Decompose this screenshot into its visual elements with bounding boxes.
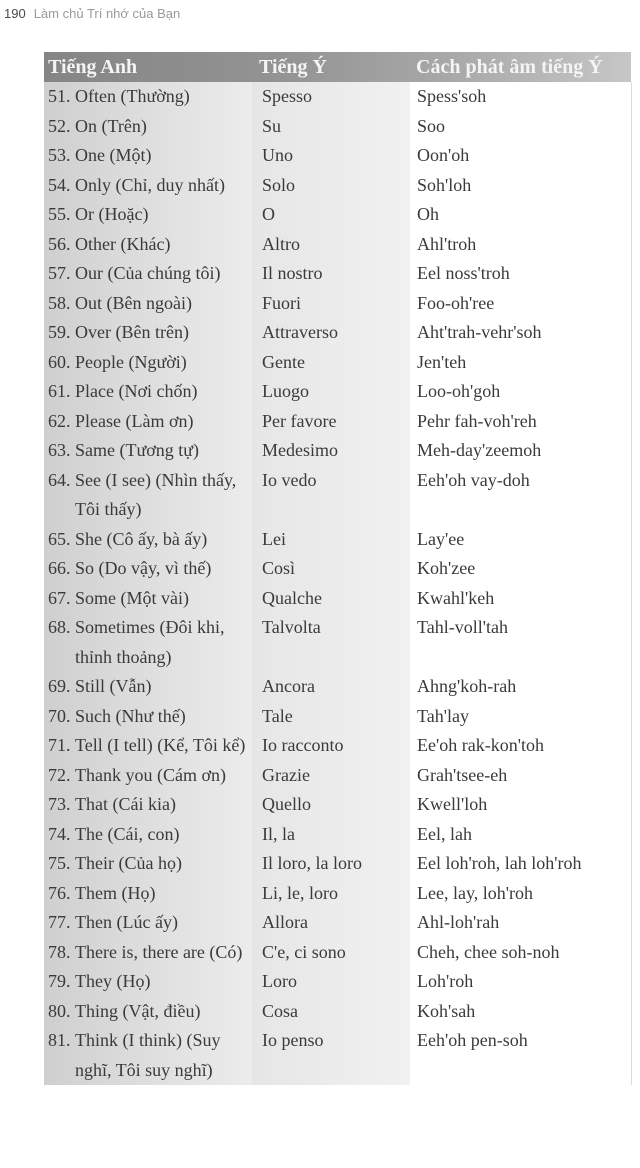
table-header: [44, 52, 631, 82]
table-row: [44, 1026, 631, 1085]
italian-pronunciation: Ee'oh rak-kon'toh: [417, 735, 544, 755]
column-header-english: Tiếng Anh: [48, 56, 138, 78]
english-word: One (Một): [75, 145, 152, 165]
table-row: [44, 230, 631, 260]
english-cell: [44, 908, 252, 938]
italian-word: Grazie: [262, 764, 310, 785]
row-number: 73.: [48, 794, 71, 814]
row-number: 79.: [48, 971, 71, 991]
table-row: [44, 613, 631, 672]
italian-word: Lei: [262, 528, 286, 549]
row-number: 70.: [48, 705, 71, 726]
italian-word: Su: [262, 115, 282, 136]
table-row: [44, 259, 631, 289]
table-row: [44, 731, 631, 761]
row-number: 77.: [48, 912, 71, 932]
row-number: 63.: [48, 440, 71, 460]
table-row: [44, 997, 631, 1027]
english-word: On (Trên): [75, 115, 147, 136]
table-row: [44, 436, 631, 466]
italian-word: Uno: [262, 145, 293, 165]
table-row: [44, 879, 631, 909]
table-row: [44, 407, 631, 437]
english-cell: [44, 525, 252, 555]
english-cell: [44, 407, 252, 437]
italian-word: Loro: [262, 971, 297, 991]
table-row: [44, 318, 631, 348]
italian-pronunciation: Grah'tsee-eh: [417, 764, 508, 785]
italian-word: Cosa: [262, 1000, 298, 1021]
row-number: 72.: [48, 764, 71, 785]
italian-pronunciation: Ahl-loh'rah: [417, 912, 500, 932]
italian-word: Li, le, loro: [262, 882, 338, 903]
italian-pronunciation: Foo-oh'ree: [417, 292, 495, 313]
table-row: [44, 967, 631, 997]
english-cell: [44, 171, 252, 201]
english-word: Them (Họ): [75, 882, 156, 903]
english-cell: [44, 584, 252, 614]
italian-pronunciation: Koh'zee: [417, 558, 476, 578]
english-word: Only (Chỉ, duy nhất): [75, 174, 225, 195]
row-number: 66.: [48, 558, 71, 578]
italian-pronunciation: Cheh, chee soh-noh: [417, 941, 560, 962]
italian-pronunciation: Pehr fah-voh'reh: [417, 410, 537, 431]
italian-pronunciation: Eel, lah: [417, 823, 472, 844]
english-cell: [44, 318, 252, 348]
english-cell: [44, 672, 252, 702]
row-number: 62.: [48, 410, 71, 431]
english-word: People (Người): [75, 351, 187, 372]
italian-word: Io racconto: [262, 735, 344, 755]
english-word: Other (Khác): [75, 233, 171, 254]
italian-pronunciation: Kwell'loh: [417, 794, 488, 814]
english-cell: [44, 289, 252, 319]
italian-pronunciation: Eeh'oh pen-soh: [417, 1030, 528, 1050]
italian-word: Così: [262, 558, 296, 578]
row-number: 60.: [48, 351, 71, 372]
italian-word: Allora: [262, 912, 308, 932]
english-cell: [44, 259, 252, 289]
italian-pronunciation: Soo: [417, 115, 446, 136]
english-word: Place (Nơi chốn): [75, 381, 198, 401]
table-row: [44, 849, 631, 879]
english-cell: [44, 761, 252, 791]
italian-word: Il nostro: [262, 263, 323, 283]
english-cell: [44, 613, 252, 672]
english-word: Please (Làm ơn): [75, 410, 194, 431]
table-row: [44, 790, 631, 820]
english-word: Their (Của họ): [75, 853, 182, 873]
column-header-pronunciation: Cách phát âm tiếng Ý: [416, 56, 603, 78]
italian-pronunciation: Loo-oh'goh: [417, 381, 501, 401]
row-number: 64.: [48, 469, 71, 490]
italian-word: Solo: [262, 174, 296, 195]
english-cell: [44, 849, 252, 879]
english-cell: [44, 731, 252, 761]
english-cell: [44, 554, 252, 584]
english-word: Thank you (Cám ơn): [75, 764, 226, 785]
row-number: 80.: [48, 1000, 71, 1021]
english-word: That (Cái kia): [75, 794, 176, 814]
english-cell: [44, 967, 252, 997]
row-number: 59.: [48, 322, 71, 342]
english-word: Thing (Vật, điều): [75, 1000, 201, 1021]
english-cell: [44, 820, 252, 850]
row-number: 56.: [48, 233, 71, 254]
row-number: 52.: [48, 115, 71, 136]
italian-word: Per favore: [262, 410, 337, 431]
italian-word: Quello: [262, 794, 311, 814]
english-cell: [44, 938, 252, 968]
row-number: 57.: [48, 263, 71, 283]
italian-word: O: [262, 204, 275, 224]
table-row: [44, 554, 631, 584]
table-row: [44, 525, 631, 555]
english-cell: [44, 1026, 252, 1085]
italian-word: Tale: [262, 705, 293, 726]
row-number: 51.: [48, 86, 71, 106]
english-word: So (Do vậy, vì thế): [75, 558, 212, 578]
english-word: Then (Lúc ấy): [75, 912, 178, 932]
table-row: [44, 289, 631, 319]
row-number: 69.: [48, 676, 71, 696]
italian-pronunciation: Ahl'troh: [417, 233, 477, 254]
english-word: Tell (I tell) (Kể, Tôi kể): [75, 735, 246, 755]
italian-word: Io penso: [262, 1030, 324, 1050]
table-row: [44, 466, 631, 525]
row-number: 68.: [48, 617, 71, 637]
column-header-italian: Tiếng Ý: [259, 56, 327, 78]
italian-pronunciation: Jen'teh: [417, 351, 467, 372]
row-number: 55.: [48, 204, 71, 224]
book-title: Làm chủ Trí nhớ của Bạn: [33, 6, 181, 21]
english-cell: [44, 790, 252, 820]
table-row: [44, 82, 631, 112]
italian-word: Io vedo: [262, 469, 317, 490]
italian-pronunciation: Tahl-voll'tah: [417, 617, 508, 637]
italian-pronunciation: Oh: [417, 204, 439, 224]
row-number: 81.: [48, 1030, 71, 1050]
english-word: Or (Hoặc): [75, 204, 149, 224]
italian-word: Qualche: [262, 587, 322, 608]
italian-pronunciation: Loh'roh: [417, 971, 474, 991]
table-row: [44, 112, 631, 142]
table-row: [44, 141, 631, 171]
table-row: [44, 672, 631, 702]
table-row: [44, 702, 631, 732]
row-number: 61.: [48, 381, 71, 401]
italian-pronunciation: Tah'lay: [417, 705, 469, 726]
english-cell: [44, 141, 252, 171]
row-number: 54.: [48, 174, 71, 195]
italian-pronunciation: Ahng'koh-rah: [417, 676, 517, 696]
table-row: [44, 938, 631, 968]
english-word: She (Cô ấy, bà ấy): [75, 528, 208, 549]
english-word: Often (Thường): [75, 86, 190, 106]
english-cell: [44, 436, 252, 466]
page-number: 190: [4, 6, 26, 21]
english-cell: [44, 377, 252, 407]
italian-pronunciation: Spess'soh: [417, 86, 487, 106]
english-word: Our (Của chúng tôi): [75, 263, 221, 283]
english-word: Over (Bên trên): [75, 322, 189, 342]
row-number: 53.: [48, 145, 71, 165]
english-cell: [44, 702, 252, 732]
italian-pronunciation: Eeh'oh vay-doh: [417, 469, 530, 490]
table-row: [44, 348, 631, 378]
running-header: [4, 6, 180, 21]
table-body: [44, 82, 631, 1085]
row-number: 71.: [48, 735, 71, 755]
italian-word: Il, la: [262, 823, 295, 844]
english-word: There is, there are (Có): [75, 941, 243, 962]
italian-pronunciation: Soh'loh: [417, 174, 472, 195]
row-number: 67.: [48, 587, 71, 608]
italian-pronunciation: Aht'trah-vehr'soh: [417, 322, 542, 342]
italian-word: Fuori: [262, 292, 302, 313]
italian-word: Luogo: [262, 381, 309, 401]
table-row: [44, 908, 631, 938]
english-word: Such (Như thế): [75, 705, 186, 726]
row-number: 58.: [48, 292, 71, 313]
italian-pronunciation: Oon'oh: [417, 145, 470, 165]
english-cell: [44, 230, 252, 260]
english-cell: [44, 200, 252, 230]
english-cell: [44, 997, 252, 1027]
english-word: They (Họ): [75, 971, 151, 991]
italian-pronunciation: Kwahl'keh: [417, 587, 495, 608]
italian-word: Gente: [262, 351, 305, 372]
italian-word: C'e, ci sono: [262, 941, 346, 962]
english-word: Still (Vẫn): [75, 676, 152, 696]
row-number: 76.: [48, 882, 71, 903]
english-cell: [44, 348, 252, 378]
english-word: Think (I think) (Suy nghĩ, Tôi suy nghĩ): [75, 1030, 221, 1080]
english-word: The (Cái, con): [75, 823, 180, 844]
row-number: 78.: [48, 941, 71, 962]
italian-word: Spesso: [262, 86, 313, 106]
italian-word: Ancora: [262, 676, 315, 696]
table-row: [44, 200, 631, 230]
italian-word: Il loro, la loro: [262, 853, 362, 873]
italian-word: Talvolta: [262, 617, 321, 637]
italian-pronunciation: Lay'ee: [417, 528, 465, 549]
english-cell: [44, 466, 252, 525]
table-row: [44, 820, 631, 850]
italian-pronunciation: Meh-day'zeemoh: [417, 440, 542, 460]
table-row: [44, 761, 631, 791]
english-word: Sometimes (Đôi khi, thỉnh thoảng): [75, 617, 225, 667]
italian-word: Altro: [262, 233, 300, 254]
row-number: 75.: [48, 853, 71, 873]
table-row: [44, 171, 631, 201]
english-word: Same (Tương tự): [75, 440, 200, 460]
table-row: [44, 377, 631, 407]
italian-pronunciation: Koh'sah: [417, 1000, 476, 1021]
italian-word: Medesimo: [262, 440, 338, 460]
row-number: 65.: [48, 528, 71, 549]
english-cell: [44, 112, 252, 142]
english-word: Some (Một vài): [75, 587, 189, 608]
english-cell: [44, 82, 252, 112]
row-number: 74.: [48, 823, 71, 844]
english-word: See (I see) (Nhìn thấy, Tôi thấy): [75, 469, 237, 519]
vocabulary-table: [44, 52, 631, 1085]
english-cell: [44, 879, 252, 909]
italian-pronunciation: Eel loh'roh, lah loh'roh: [417, 853, 582, 873]
italian-pronunciation: Eel noss'troh: [417, 263, 510, 283]
english-word: Out (Bên ngoài): [75, 292, 192, 313]
italian-pronunciation: Lee, lay, loh'roh: [417, 882, 534, 903]
table-row: [44, 584, 631, 614]
italian-word: Attraverso: [262, 322, 338, 342]
